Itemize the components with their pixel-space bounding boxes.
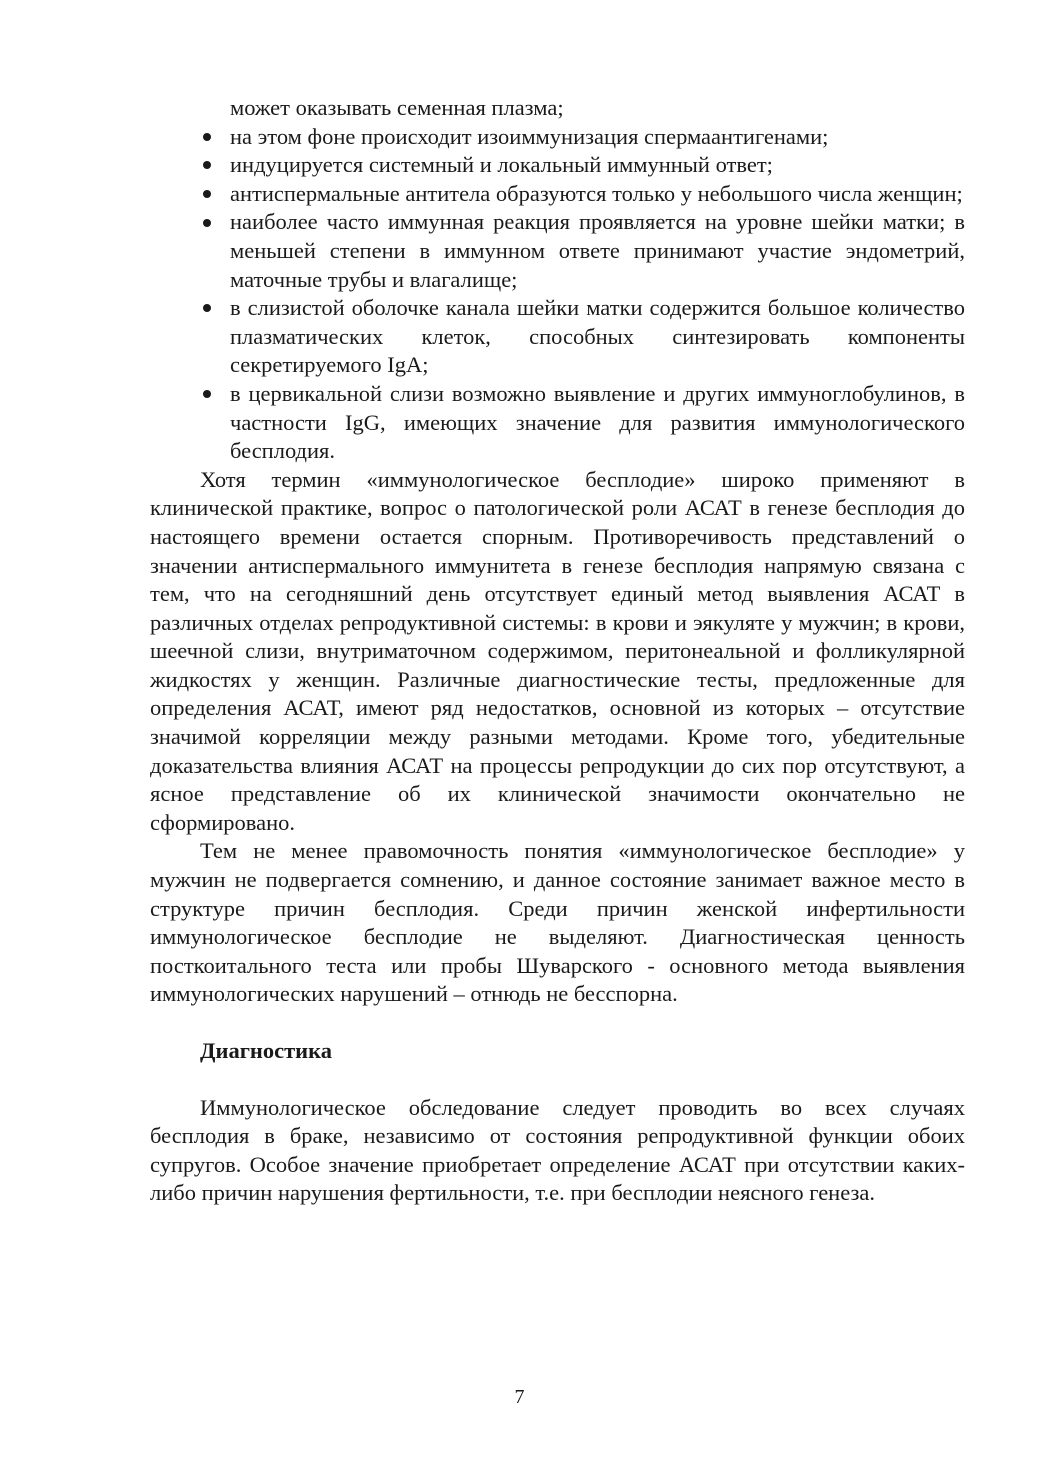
list-item-text: индуцируется системный и локальный иммунный ответ; — [230, 152, 773, 178]
list-item — [150, 294, 965, 380]
list-item — [150, 208, 965, 294]
bullet-icon — [200, 151, 214, 180]
list-item — [150, 180, 965, 209]
bullet-icon — [200, 380, 214, 409]
list-item-text: в цервикальной слизи возможно выявление и других иммуноглобулинов, в частности IgG, имеющих значение для развития иммунологического бесплодия. — [230, 380, 965, 464]
bullet-icon — [200, 123, 214, 152]
list-item-text: наиболее часто иммунная реакция проявляется на уровне шейки матки; в меньшей степени в иммунном ответе принимают участие эндометрий, маточные трубы и влагалище; — [230, 209, 965, 292]
list-item-text: в слизистой оболочке канала шейки матки содержится большое количество плазматических клеток, способных синтезировать компоненты секретируемого IgA; — [230, 295, 965, 378]
list-item-text: антиспермальные антитела образуются только у небольшого числа женщин; — [230, 180, 963, 206]
list-item — [150, 151, 965, 180]
list-item — [150, 380, 965, 466]
bullet-list — [150, 123, 965, 466]
section-heading: Диагностика — [200, 1038, 333, 1063]
document-page — [150, 94, 965, 1208]
body-paragraph: Хотя термин «иммунологическое бесплодие» широко применяют в клинической практике, вопрос о патологической роли АСАТ в генезе бесплодия до настоящего времени остается спорным. Противоречивость представлений о значении антиспермального иммунитета в генезе бесплодия напрямую связана с тем, что на сегодняшний день отсутствует единый метод выявления АСАТ в различных отделах репродуктивной системы: в крови и эякуляте у мужчин; в крови, шеечной слизи, внутриматочном содержимом, перитонеальной и фолликулярной жидкостях у женщин. Различные диагностические тесты, предложенные для определения АСАТ, имеют ряд недостатков, основной из которых – отсутствие значимой корреляции между разными методами. Кроме того, убедительные доказательства влияния АСАТ на процессы репродукции до сих пор отсутствуют, а ясное представление об их клинической значимости окончательно не сформировано. — [150, 466, 965, 835]
list-item — [150, 123, 965, 152]
list-item-text: на этом фоне происходит изоиммунизация спермаантигенами; — [230, 123, 829, 149]
bullet-icon — [200, 294, 214, 323]
page-number: 7 — [514, 1386, 525, 1408]
bullet-icon — [200, 208, 214, 237]
bullet-icon — [200, 180, 214, 209]
section-paragraph: Иммунологическое обследование следует проводить во всех случаях бесплодия в браке, независимо от состояния репродуктивной функции обоих супругов. Особое значение приобретает определение АСАТ при отсутствии каких-либо причин нарушения фертильности, т.е. при бесплодии неясного генеза. — [150, 1094, 965, 1206]
body-paragraph: Тем не менее правомочность понятия «иммунологическое бесплодие» у мужчин не подвергается сомнению, и данное состояние занимает важное место в структуре причин бесплодия. Среди причин женской инфертильности иммунологическое бесплодие не выделяют. Диагностическая ценность посткоитального теста или пробы Шуварского - основного метода выявления иммунологических нарушений – отнюдь не бесспорна. — [150, 838, 965, 1007]
continuation-text: может оказывать семенная плазма; — [230, 95, 564, 120]
